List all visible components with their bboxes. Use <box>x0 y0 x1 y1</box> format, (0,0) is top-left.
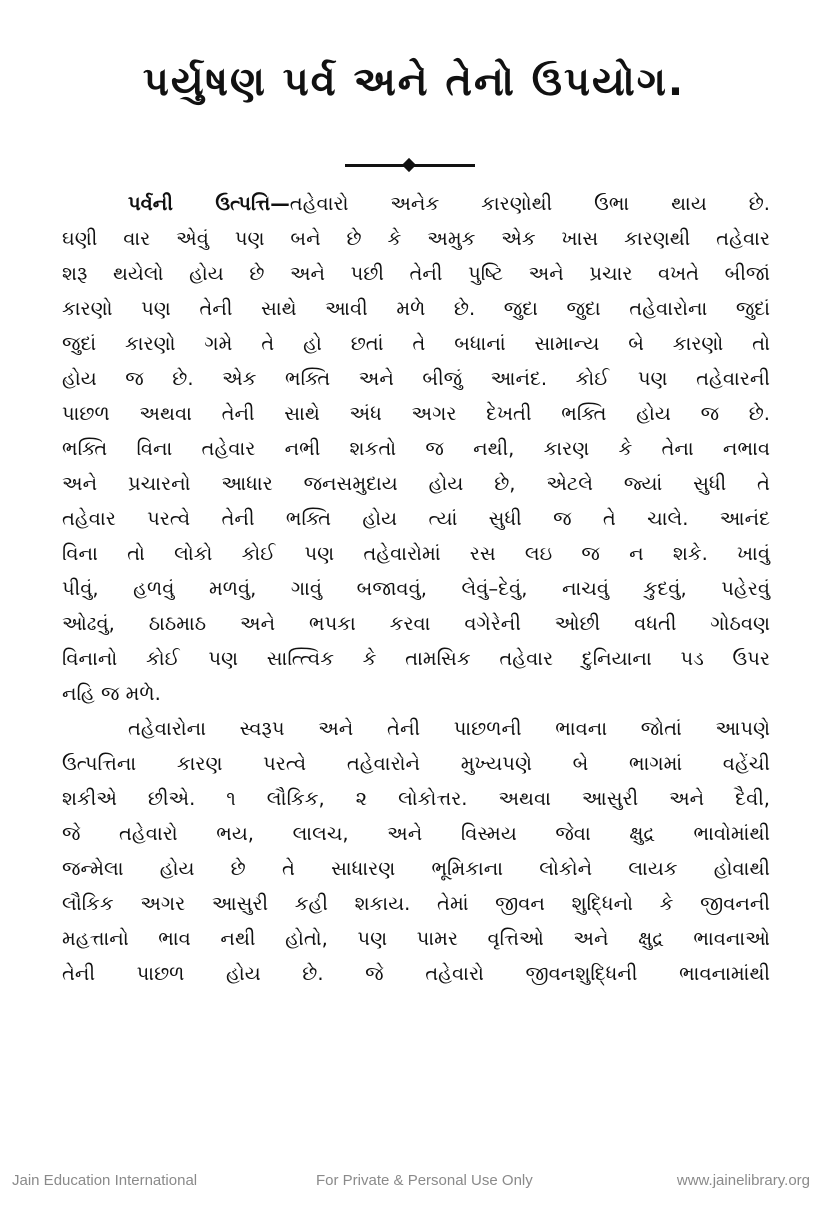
article-body <box>62 186 770 991</box>
paragraph-2 <box>62 711 770 991</box>
footer-usage-notice: For Private & Personal Use Only <box>316 1172 533 1189</box>
text-line: પાછળ અથવા તેની સાથે અંધ અગર દેખતી ભક્તિ હોય જ છે. <box>62 402 770 425</box>
text-line: મહત્તાનો ભાવ નથી હોતો, પણ પામર વૃત્તિઓ અને ક્ષુદ્ર ભાવનાઓ <box>62 927 770 950</box>
text-line: હોય જ છે. એક ભક્તિ અને બીજું આનંદ. કોઈ પણ તહેવારની <box>62 367 770 390</box>
text-line: જે તહેવારો ભય, લાલચ, અને વિસ્મય જેવા ક્ષુદ્ર ભાવોમાંથી <box>62 822 770 845</box>
text-line: કારણો પણ તેની સાથે આવી મળે છે. જુદા જુદા તહેવારોના જુદાં <box>62 297 770 320</box>
text-line: અને પ્રચારનો આધાર જનસમુદાય હોય છે, એટલે જ્યાં સુધી તે <box>62 472 770 495</box>
text-line: લૌકિક અગર આસુરી કહી શકાય. તેમાં જીવન શુદ્ધિનો કે જીવનની <box>62 892 770 915</box>
text-line: ઓઢવું, ઠાઠમાઠ અને ભપકા કરવા વગેરેની ઓછી વધતી ગોઠવણ <box>62 612 770 635</box>
text-line: ભક્તિ વિના તહેવાર નભી શકતો જ નથી, કારણ કે તેના નભાવ <box>62 437 770 460</box>
text-line: તહેવારોના સ્વરૂપ અને તેની પાછળની ભાવના જોતાં આપણે <box>128 717 770 740</box>
text-line: વિનાનો કોઈ પણ સાત્ત્વિક કે તામસિક તહેવાર દુનિયાના પડ ઉપર <box>62 647 770 670</box>
diamond-ornament-icon <box>402 158 416 172</box>
footer-website: www.jainelibrary.org <box>676 1172 810 1189</box>
text-line: ઉત્પત્તિના કારણ પરત્વે તહેવારોને મુખ્યપણે બે ભાગમાં વહેંચી <box>62 752 770 775</box>
page-footer <box>0 1172 828 1194</box>
title-divider <box>345 164 475 167</box>
text-line: શરૂ થયેલો હોય છે અને પછી તેની પુષ્ટિ અને પ્રચાર વખતે બીજાં <box>62 262 770 285</box>
paragraph-1 <box>62 186 770 711</box>
section-heading: પર્વની ઉત્પત્તિ— <box>128 192 290 215</box>
text-line: વિના તો લોકો કોઈ પણ તહેવારોમાં રસ લઇ જ ન શકે. ખાવું <box>62 542 770 565</box>
text-line: તહેવાર પરત્વે તેની ભક્તિ હોય ત્યાં સુધી જ તે ચાલે. આનંદ <box>62 507 770 530</box>
text-line: જન્મેલા હોય છે તે સાધારણ ભૂમિકાના લોકોને લાયક હોવાથી <box>62 857 770 880</box>
text-line: જુદાં કારણો ગમે તે હો છતાં તે બધાનાં સામાન્ય બે કારણો તો <box>62 332 770 355</box>
text-line: પર્વની ઉત્પત્તિ—તહેવારો અનેક કારણોથી ઉભા થાય છે. <box>128 192 770 215</box>
footer-publisher: Jain Education International <box>12 1172 198 1189</box>
text-line: નહિ જ મળે. <box>62 682 161 705</box>
text-line: પીવું, હળવું મળવું, ગાવું બજાવવું, લેવું–દેવું, નાચવું કુદવું, પહેરવું <box>62 577 770 600</box>
page-title: પર્યુષણ પર્વ અને તેનો ઉપયોગ. <box>142 59 686 105</box>
text-line: તેની પાછળ હોય છે. જે તહેવારો જીવનશુદ્ધિની ભાવનામાંથી <box>62 962 770 985</box>
text-line: ઘણી વાર એવું પણ બને છે કે અમુક એક ખાસ કારણથી તહેવાર <box>62 227 770 250</box>
text-line: શકીએ છીએ. ૧ લૌકિક, ૨ લોકોત્તર. અથવા આસુરી અને દૈવી, <box>62 787 770 810</box>
